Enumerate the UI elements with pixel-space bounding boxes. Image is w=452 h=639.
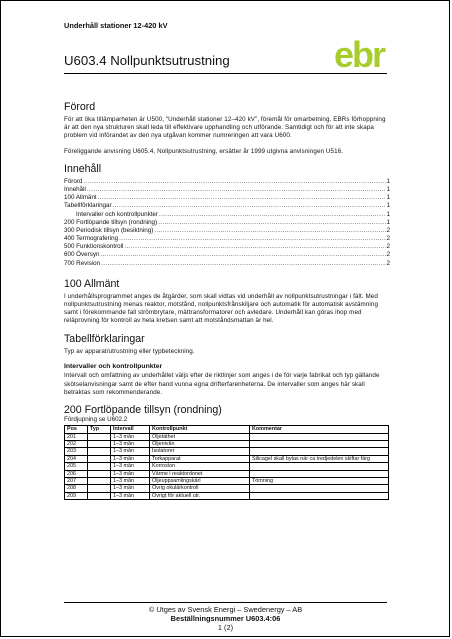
cell-kontrollpunkt: Övrig okulärkontroll xyxy=(150,485,250,492)
toc-entry-page: 1 xyxy=(386,210,390,218)
cell-kontrollpunkt: Isolatorer xyxy=(150,448,250,455)
table-row xyxy=(65,448,389,455)
cell-kommentar xyxy=(250,463,389,470)
rondning-table-body xyxy=(65,433,389,500)
toc-entry-page: 2 xyxy=(386,251,390,259)
table-row xyxy=(65,492,389,499)
column-header-typ: Typ xyxy=(88,426,111,433)
toc-leader-dots xyxy=(83,178,385,186)
header-rule xyxy=(64,73,387,74)
toc-entry-page: 2 xyxy=(386,226,390,234)
cell-kontrollpunkt: Torkapparat xyxy=(150,455,250,462)
cell-kontrollpunkt: Oljetäthet xyxy=(150,433,250,440)
toc-leader-dots xyxy=(158,219,385,227)
cell-kommentar: Tömning xyxy=(250,478,389,485)
document-title: U603.4 Nollpunktsutrustning xyxy=(64,53,230,68)
forord-paragraph-2: Föreliggande anvisning U605.4, Nollpunktsutrustning, ersätter år 1999 utgivna anvisningen U516. xyxy=(64,147,344,155)
table-header-row xyxy=(65,426,389,433)
toc-entry-page: 1 xyxy=(386,194,390,202)
toc-entry-label: 600 Översyn xyxy=(64,251,100,259)
cell-pos: 205 xyxy=(65,463,88,470)
forord-paragraph-1: För att öka tillämparheten är U500, “Underhåll stationer 12–420 kV”, föremål för omarbetning. EBRs förhoppning är att den nya strukturen skall leda till effektivare upphandling och utförande. Samtidigt och för att inte skapa problem vid införandet av den nya utgåvan kommer numreringen att vara U600. xyxy=(64,116,386,140)
toc-entry xyxy=(64,235,390,243)
toc-entry xyxy=(64,178,390,186)
toc-entry xyxy=(64,219,390,227)
toc-entry-page: 2 xyxy=(386,235,390,243)
cell-pos: 208 xyxy=(65,485,88,492)
section-forord xyxy=(64,101,390,156)
column-header-kommentar: Kommentar xyxy=(250,426,389,433)
toc-entry-page: 2 xyxy=(386,259,390,267)
column-header-intervall: Intervall xyxy=(111,426,150,433)
cell-typ xyxy=(88,478,111,485)
toc-entry xyxy=(64,227,390,235)
cell-typ xyxy=(88,470,111,477)
footer xyxy=(64,605,387,632)
cell-kommentar xyxy=(250,470,389,477)
cell-intervall: 1–3 mån xyxy=(111,433,150,440)
toc-entry xyxy=(64,186,390,194)
heading-rondning: 200 Fortlöpande tillsyn (rondning) xyxy=(64,404,222,416)
toc-entry xyxy=(64,252,390,260)
table-row xyxy=(65,478,389,485)
toc-entry xyxy=(64,194,390,202)
cell-kontrollpunkt: Värme i reaktordonet xyxy=(150,470,250,477)
cell-typ xyxy=(88,463,111,470)
cell-kommentar xyxy=(250,448,389,455)
toc-leader-dots xyxy=(119,235,385,243)
toc-entry-label: 100 Allmänt xyxy=(64,194,97,202)
section-innehall xyxy=(64,163,390,268)
cell-intervall: 1–3 mån xyxy=(111,492,150,499)
cell-kontrollpunkt: Övrigt för aktuell utr. xyxy=(150,492,250,499)
footer-copyright: © Utges av Svensk Energi – Swedenergy – AB xyxy=(148,605,303,614)
cell-kommentar xyxy=(250,485,389,492)
cell-kommentar xyxy=(250,441,389,448)
toc-entry xyxy=(64,211,390,219)
cell-kontrollpunkt: Oljeuppsamlingskärl xyxy=(150,478,250,485)
toc-entry-label: 500 Funktionskontroll xyxy=(64,243,124,251)
table-row xyxy=(65,470,389,477)
heading-innehall: Innehåll xyxy=(64,162,102,175)
toc-entry xyxy=(64,260,390,268)
column-header-pos: Pos xyxy=(65,426,88,433)
column-header-kontrollpunkt: Kontrollpunkt xyxy=(150,426,250,433)
toc-leader-dots xyxy=(124,243,385,251)
intervaller-paragraph: Intervall och omfattning av underhållet väljs efter de riktlinjer som anges i de för varje fabrikat och typ gällande skötselanvisningar samt de efter hand vunna egna drifterfarenheterna. De intervaller som anges här skall betraktas som rekommenderande. xyxy=(64,372,380,396)
cell-pos: 201 xyxy=(65,433,88,440)
toc-entry-page: 1 xyxy=(386,185,390,193)
cell-pos: 209 xyxy=(65,492,88,499)
cell-kommentar xyxy=(250,433,389,440)
cell-kontrollpunkt: Korrosion xyxy=(150,463,250,470)
toc-leader-dots xyxy=(87,186,386,194)
cell-pos: 203 xyxy=(65,448,88,455)
cell-typ xyxy=(88,448,111,455)
rondning-table xyxy=(64,425,389,500)
cell-typ xyxy=(88,492,111,499)
section-tabellforklaringar xyxy=(64,333,390,397)
toc-entry-label: Tabellförklaringar xyxy=(64,202,112,210)
table-row xyxy=(65,485,389,492)
toc-entry-label: 200 Fortlöpande tillsyn (rondning) xyxy=(64,218,158,226)
toc-entry-label: 700 Revision xyxy=(64,259,101,267)
cell-kontrollpunkt: Oljenivån xyxy=(150,441,250,448)
section-rondning xyxy=(64,404,390,500)
toc-entry-page: 1 xyxy=(386,218,390,226)
toc-leader-dots xyxy=(154,227,385,235)
toc-entry-page: 1 xyxy=(386,177,390,185)
cell-intervall: 1–3 mån xyxy=(111,455,150,462)
toc-leader-dots xyxy=(100,251,385,259)
footer-page-number: 1 (2) xyxy=(217,623,234,632)
cell-typ xyxy=(88,433,111,440)
toc-leader-dots xyxy=(98,194,386,202)
footer-rule xyxy=(64,602,387,603)
cell-kommentar: Silicagel skall bytas när ca tredjedelen skiftar färg xyxy=(250,455,389,462)
toc-entry-page: 2 xyxy=(386,243,390,251)
cell-typ xyxy=(88,441,111,448)
toc-entry-label: 300 Periodisk tillsyn (besiktning) xyxy=(64,226,154,234)
toc-entry xyxy=(64,243,390,251)
section-allmant xyxy=(64,278,390,326)
running-header: Underhåll stationer 12-420 kV xyxy=(64,21,168,30)
cell-pos: 204 xyxy=(65,455,88,462)
table-row xyxy=(65,433,389,440)
cell-pos: 202 xyxy=(65,441,88,448)
cell-typ xyxy=(88,485,111,492)
logo-lettering: ebr xyxy=(334,35,385,73)
toc-entry-label: Innehåll xyxy=(64,185,86,193)
cell-intervall: 1–3 mån xyxy=(111,485,150,492)
footer-order-number: Beställningsnummer U603.4:06 xyxy=(170,614,281,623)
document-body xyxy=(64,101,390,500)
cell-intervall: 1–3 mån xyxy=(111,463,150,470)
heading-intervaller: Intervaller och kontrollpunkter xyxy=(64,362,163,370)
cell-kommentar xyxy=(250,492,389,499)
heading-forord: Förord xyxy=(64,101,96,113)
table-row xyxy=(65,455,389,462)
table-of-contents xyxy=(64,178,390,268)
tabell-paragraph: Typ av apparat/utrustning eller typbeteckning. xyxy=(64,347,195,355)
toc-entry-label: Intervaller och kontrollpunkter xyxy=(76,210,158,218)
table-row xyxy=(65,441,389,448)
toc-entry xyxy=(64,202,390,210)
cell-typ xyxy=(88,455,111,462)
toc-entry-label: 400 Termografering xyxy=(64,235,119,243)
toc-entry-label: Förord xyxy=(64,177,83,185)
toc-leader-dots xyxy=(101,260,385,268)
cell-intervall: 1–3 mån xyxy=(111,478,150,485)
cell-pos: 206 xyxy=(65,470,88,477)
heading-allmant: 100 Allmänt xyxy=(64,277,120,290)
heading-tabellforklaringar: Tabellförklaringar xyxy=(64,332,145,345)
cell-intervall: 1–3 mån xyxy=(111,441,150,448)
rondning-reference: Fördjupning se U602.2 xyxy=(64,416,128,423)
table-row xyxy=(65,463,389,470)
cell-intervall: 1–3 mån xyxy=(111,448,150,455)
cell-intervall: 1–3 mån xyxy=(111,470,150,477)
allmant-paragraph: I underhållsprogrammet anges de åtgärder, som skall vidtas vid underhåll av nollpunktsutrustningar i fält. Med nollpunktsutrustning menas reaktor, motstånd, nollpunktsfrånskiljare och automatik för automatisk avstämning samt i förekommande fall strömbrytare, mättransformatorer och avledare. Underhåll kan göras ihop med reläprovning för kontroll av hela kretsen samt att motståndsmattan är hel. xyxy=(64,292,379,325)
toc-leader-dots xyxy=(113,202,386,210)
toc-entry-page: 1 xyxy=(386,202,390,210)
cell-pos: 207 xyxy=(65,478,88,485)
ebr-logo xyxy=(334,35,392,73)
toc-leader-dots xyxy=(159,211,386,219)
